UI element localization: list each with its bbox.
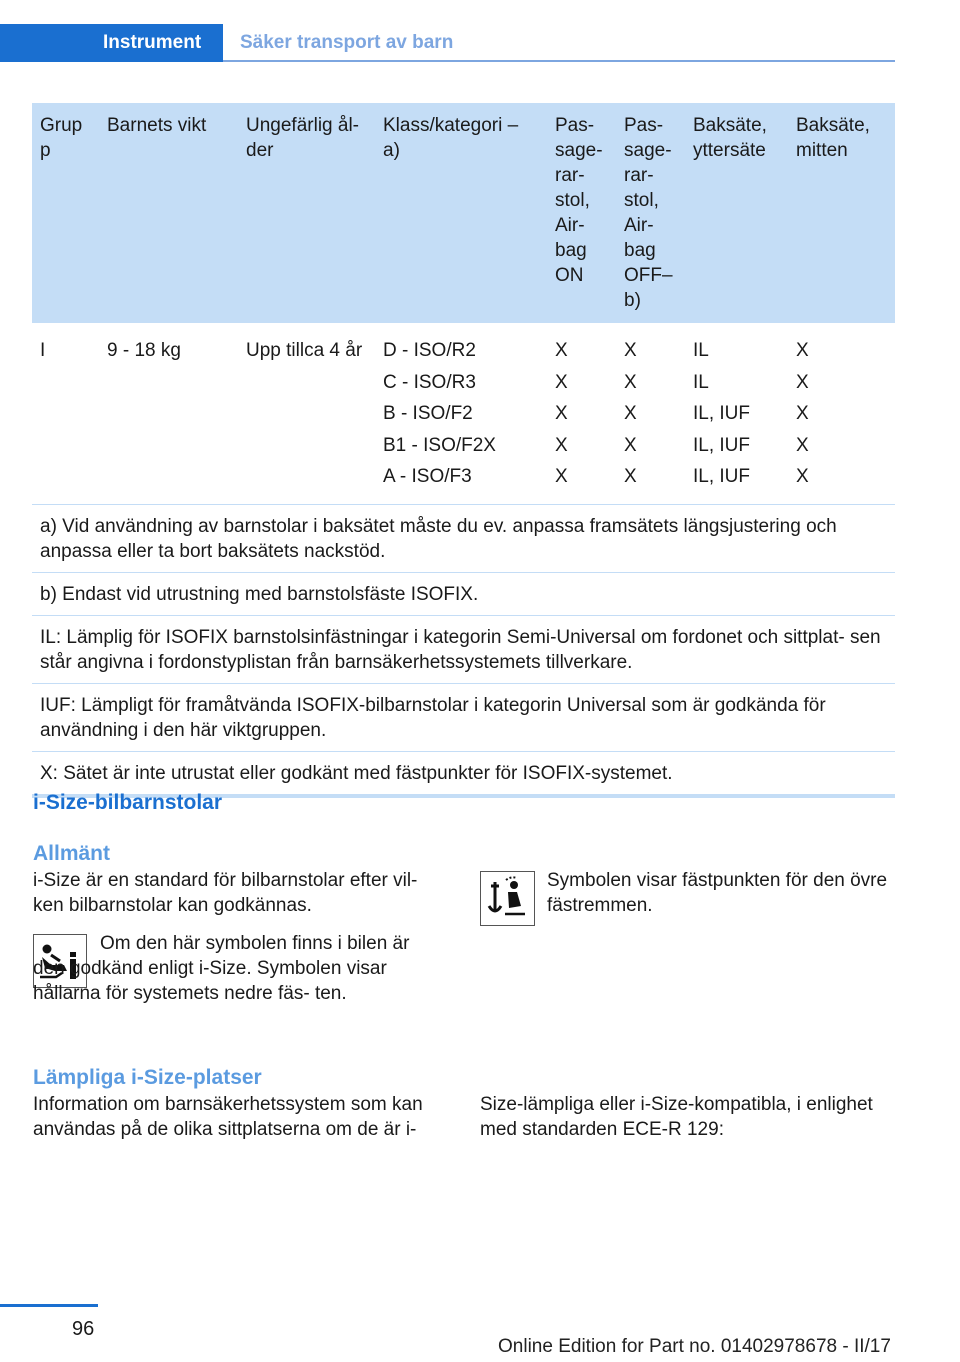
rear-outer-value: IL, IUF <box>693 466 751 487</box>
header-rear-middle: Baksäte, mitten <box>788 103 895 323</box>
header-age: Ungefärlig ål- der <box>238 103 375 323</box>
rear-outer-value: IL <box>693 340 709 361</box>
airbag-on-value: X <box>555 434 568 456</box>
class-item: A - ISO/F3 <box>383 466 472 487</box>
airbag-off-value: X <box>624 340 637 361</box>
rear-middle-value: X <box>796 340 809 361</box>
cell-group: I <box>32 323 99 504</box>
table-note <box>32 751 895 796</box>
cell-airbag-on-list <box>547 323 616 504</box>
table-note <box>32 683 895 751</box>
cell-airbag-off-list <box>616 323 685 504</box>
airbag-on-value: X <box>555 466 568 487</box>
header-rear-outer: Baksäte, yttersäte <box>685 103 788 323</box>
table-note <box>32 615 895 683</box>
subheading-general: Allmänt <box>33 842 111 865</box>
class-item: B1 - ISO/F2X <box>383 434 496 456</box>
note-iuf: IUF: Lämpligt för framåtvända ISOFIX-bilbarnstolar i kategorin Universal som är godkända för användning i den här viktgruppen. <box>32 683 895 751</box>
airbag-on-value: X <box>555 371 568 393</box>
class-item: C - ISO/R3 <box>383 371 476 393</box>
child-seat-top-tether-icon <box>480 871 535 926</box>
suitable-positions-text-left: Information om barnsäkerhetssystem som kan användas på de olika sittplatserna om de är i- <box>33 1094 423 1140</box>
rear-middle-value: X <box>796 434 809 456</box>
class-item: B - ISO/F2 <box>383 403 473 424</box>
airbag-off-value: X <box>624 403 637 424</box>
suitable-positions-text-right: Size-lämpliga eller i-Size-kompatibla, i enlighet med standarden ECE-R 129: <box>480 1094 873 1140</box>
footer-rule <box>0 1304 98 1307</box>
isofix-table <box>32 103 895 798</box>
edition-info: Online Edition for Part no. 01402978678 - II/17 <box>498 1336 891 1357</box>
header-rule <box>223 60 895 62</box>
general-intro: i-Size är en standard för bilbarnstolar efter vil- ken bilbarnstolar kan godkännas. <box>33 870 418 916</box>
chapter-title: Säker transport av barn <box>240 32 454 53</box>
airbag-off-value: X <box>624 434 637 456</box>
header-passenger-airbag-off: Pas- sage- rar- stol, Air- bag OFF– b) <box>616 103 685 323</box>
header-passenger-airbag-on: Pas- sage- rar- stol, Air- bag ON <box>547 103 616 323</box>
page-number: 96 <box>72 1318 95 1340</box>
table-header-row <box>32 103 895 323</box>
section-heading: i-Size-bilbarnstolar <box>33 791 223 814</box>
section-tab-instrument[interactable]: Instrument <box>0 24 223 62</box>
note-a: a) Vid användning av barnstolar i baksätet måste du ev. anpassa framsätets längsjustering och anpassa eller ta bort baksätets nackstöd. <box>32 504 895 572</box>
subheading-suitable-positions: Lämpliga i-Size-platser <box>33 1066 262 1089</box>
airbag-off-value: X <box>624 466 637 487</box>
top-tether-description: Symbolen visar fästpunkten för den övre fästremmen. <box>547 870 888 916</box>
note-x: X: Sätet är inte utrustat eller godkänt med fästpunkter för ISOFIX-systemet. <box>32 751 895 796</box>
cell-rear-outer-list <box>685 323 788 504</box>
table-row <box>32 323 895 504</box>
table-note <box>32 504 895 572</box>
symbol-text: Om den här symbolen finns i bilen är den godkänd enligt i-Size. Symbolen visar hållarna för systemets nedre fäs- ten. <box>33 933 410 1004</box>
airbag-off-value: X <box>624 371 637 393</box>
rear-middle-value: X <box>796 371 809 393</box>
note-il: IL: Lämplig för ISOFIX barnstolsinfästningar i kategorin Semi-Universal om fordonet och sittplat- sen står angivna i fordonstyplistan från barnsäkerhetssystemets tillverkare. <box>32 615 895 683</box>
rear-middle-value: X <box>796 466 809 487</box>
rear-outer-value: IL, IUF <box>693 403 751 424</box>
cell-age: Upp tillca 4 år <box>238 323 375 504</box>
header-class: Klass/kategori – a) <box>375 103 547 323</box>
class-item: D - ISO/R2 <box>383 340 476 361</box>
table-note <box>32 572 895 615</box>
cell-weight: 9 - 18 kg <box>99 323 238 504</box>
rear-middle-value: X <box>796 403 809 424</box>
cell-rear-middle-list <box>788 323 895 504</box>
rear-outer-value: IL, IUF <box>693 434 751 456</box>
rear-outer-value: IL <box>693 371 709 393</box>
airbag-on-value: X <box>555 340 568 361</box>
cell-class-list <box>375 323 547 504</box>
header-group: Grup p <box>32 103 99 323</box>
airbag-on-value: X <box>555 403 568 424</box>
note-b: b) Endast vid utrustning med barnstolsfäste ISOFIX. <box>32 572 895 615</box>
header-weight: Barnets vikt <box>99 103 238 323</box>
